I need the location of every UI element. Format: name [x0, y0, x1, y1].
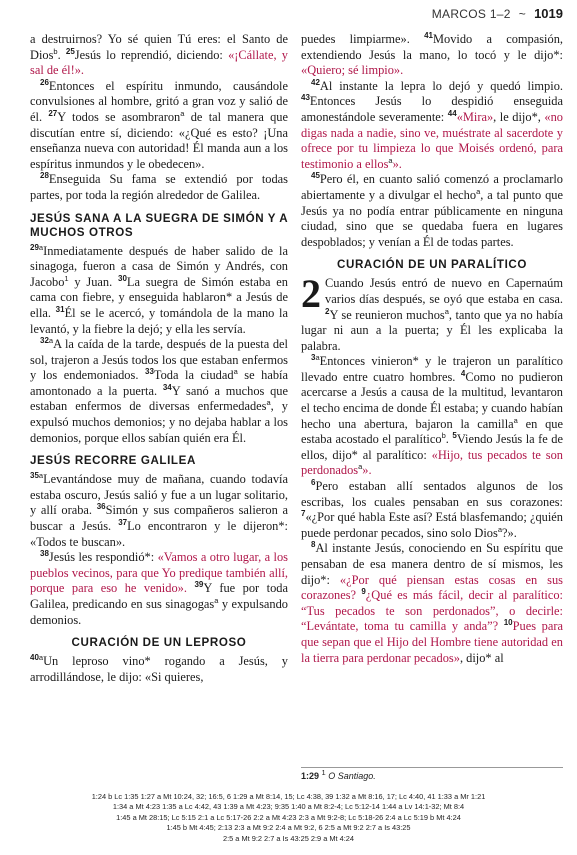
paragraph: $^8$Al instante Jesús, conociendo en Su espíritu que pensaban de esa manera dentro de sí mismos, les dijo*: «¿Por qué piensan estas cosas en sus corazones? $^9$¿Qué es más fácil, decir al paralítico: “Tus pecados te son perdonados”, o decirle: “Levántate, toma tu camilla y anda”? $^{10}$Pues para que sepan que el Hijo del Hombre tiene autoridad en la tierra para perdonar pecados», dijo* al: [301, 540, 564, 665]
running-head: MARCOS 1–2: [431, 7, 511, 21]
section-heading: CURACIÓN DE UN LEPROSO: [71, 636, 247, 650]
header-separator: ~: [518, 7, 527, 21]
running-header: [14, 6, 563, 26]
paragraph: $^{45}$Pero él, en cuanto salió comenzó a proclamarlo abiertamente y a divulgar el hecho$^a$, a tal punto que Jesús ya no podía entrar públicamente en ninguna ciudad, sino que se quedaba fuera en lugares despoblados; y venían a Él de todas partes.: [301, 171, 563, 249]
crossref-line: 1:45 b Mt 4:45; 2:13 2:3 a Mt 9:2 2:4 a Mt 9:2, 6 2:5 a Mt 9:2 2:7 a Is 43:25: [166, 823, 411, 833]
footnote: 1:29 $^1$ O Santiago.: [301, 767, 563, 781]
page-number: 1019: [534, 6, 563, 21]
right-column: [301, 32, 563, 666]
paragraph: puedes limpiarme». $^{41}$Movido a compasión, extendiendo Jesús la mano, lo tocó y le dijo*: «Quiero; sé limpio».: [301, 30, 563, 78]
paragraph: $^{3a}$Entonces vinieron* y le trajeron un paralítico llevado entre cuatro hombres. $^4$Como no pudieron acercarse a Jesús a causa de la multitud, levantaron el techo encima de donde Él estaba; y cuando habían hecho una abertura, bajaron la camilla$^a$ en que estaba acostado el paralítico$^b$. $^5$Viendo Jesús la fe de ellos, dijo* al paralítico: «Hijo, tus pecados te son perdonados$^a$».: [301, 353, 563, 478]
section-heading: CURACIÓN DE UN PARALÍTICO: [337, 258, 527, 272]
crossref-line: 1:24 b Lc 1:35 1:27 a Mt 10:24, 32; 16:5, 6 1:29 a Mt 8:14, 15; Lc 4:38, 39 1:32 a Mt 8:16, 17; Lc 4:40, 41 1:33 a Mr 1:21: [91, 792, 486, 801]
section-heading: JESÚS RECORRE GALILEA: [30, 454, 196, 468]
paragraph: $^{29a}$Inmediatamente después de haber salido de la sinagoga, fueron a casa de Simón y Andrés, con Jacobo$^1$ y Juan. $^{30}$La suegra de Simón estaba en cama con fiebre, y enseguida hablaron* a Jesús de ella. $^{31}$Él se le acercó, y tomándola de la mano la levantó, y la fiebre la dejó; y ella les servía.: [30, 242, 288, 336]
chapter-number: 2: [301, 271, 321, 317]
paragraph: $^{26}$Entonces el espíritu inmundo, causándole convulsiones al hombre, gritó a gran voz y salió de él. $^{27}$Y todos se asombraron$^a$ de tal manera que discutían entre sí, diciendo: «¿Qué es esto? ¡Una enseñanza nueva con autoridad! Él manda aun a los espíritus inmundos y le obedecen».: [30, 77, 288, 171]
crossref-line: 1:45 a Mt 28:15; Lc 5:15 2:1 a Lc 5:17-26 2:2 a Mt 4:23 2:3 a Mt 9:2-8; Lc 5:18-26 2:4 a Lc 5:19 b Mt 4:24: [116, 812, 461, 822]
cross-references: [18, 792, 559, 844]
paragraph: $^{42}$Al instante la lepra lo dejó y quedó limpio. $^{43}$Entonces Jesús lo despidió enseguida amonestándole severamente: $^{44}$«Mira», le dijo*, «no digas nada a nadie, sino ve, muéstrate al sacerdote y ofrece por tu limpieza lo que Moisés ordenó, para testimonio a ellos$^a$».: [301, 77, 563, 171]
paragraph: $^{38}$Jesús les respondió*: «Vamos a otro lugar, a los pueblos vecinos, para que Yo predique también allí, porque para eso he venido». $^{39}$Y fue por toda Galilea, predicando en sus sinagogas$^a$ y expulsando demonios.: [30, 549, 288, 627]
paragraph: $^6$Pero estaban allí sentados algunos de los escribas, los cuales pensaban en sus corazones: $^7$«¿Por qué habla Este así? Está blasfemando; ¿quién puede perdonar pecados, sino solo Dios$^a$?».: [301, 477, 563, 540]
paragraph: $^{28}$Enseguida Su fama se extendió por todas partes, por toda la región alrededor de Galilea.: [30, 171, 288, 202]
paragraph: a destruirnos? Yo sé quien Tú eres: el Santo de Dios$^b$. $^{25}$Jesús lo reprendió, diciendo: «¡Cállate, y sal de él!».: [30, 32, 288, 78]
paragraph: $^{35a}$Levantándose muy de mañana, cuando todavía estaba oscuro, Jesús salió y fue a un lugar solitario, y allí oraba. $^{36}$Simón y sus compañeros salieron a buscar a Jesús. $^{37}$Lo encontraron y le dijeron*: «Todos te buscan».: [30, 471, 288, 549]
section-heading: JESÚS SANA A LA SUEGRA DE SIMÓN Y A MUCHOS OTROS: [30, 211, 288, 239]
crossref-line: 1:34 a Mt 4:23 1:35 a Lc 4:42, 43 1:39 a Mt 4:23; 9:35 1:40 a Mt 8:2-4; Lc 5:12-14 1:44 a Lv 14:1-32; Mt 8:4: [112, 802, 465, 812]
paragraph: 2 Cuando Jesús entró de nuevo en Capernaúm varios días después, se oyó que estaba en casa. $^2$Y se reunieron muchos$^a$, tanto que ya no había lugar ni aun a la puerta; y Él les explicaba la palabra.: [301, 271, 563, 353]
crossref-line: 2:5 a Mt 9:2 2:7 a Is 43:25 2:9 a Mt 4:24: [222, 833, 355, 843]
paragraph: $^{40a}$Un leproso vino* rogando a Jesús, y arrodillándose, le dijo: «Si quieres,: [30, 653, 288, 684]
paragraph: $^{32a}$A la caída de la tarde, después de la puesta del sol, trajeron a Jesús todos los que estaban enfermos y los endemoniados. $^{33}$Toda la ciudad$^a$ se había amontonado a la puerta. $^{34}$Y sanó a muchos que estaban enfermos de diversas enfermedades$^a$, y expulsó muchos demonios; y no dejaba hablar a los demonios, porque ellos sabían quién era Él.: [30, 335, 289, 445]
left-column: [30, 32, 288, 685]
